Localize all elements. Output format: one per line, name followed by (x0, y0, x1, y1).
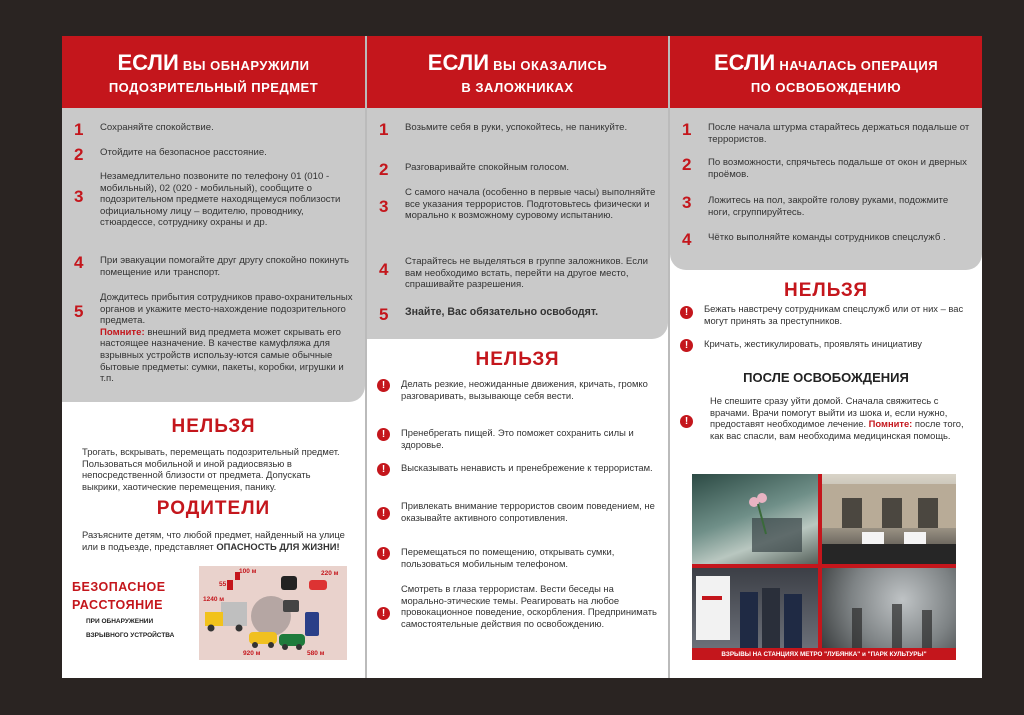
leaflet-sheet (62, 36, 982, 678)
after-release-note-label: Помните: (868, 418, 913, 430)
metro-photos (692, 474, 956, 660)
item-number: 4 (74, 253, 84, 272)
item-text: С самого начала (особенно в первые часы) выполняйте все указания террористов. Подготовьтесь физически и морально к возможному суровому испытанию. (405, 187, 656, 222)
photo-caption: ВЗРЫВЫ НА СТАНЦИЯХ МЕТРО "ЛУБЯНКА" и "ПАРК КУЛЬТУРЫ" (721, 651, 927, 658)
item-number: 1 (74, 120, 84, 139)
list-item (682, 122, 972, 145)
column-header (670, 36, 982, 108)
photo-metro-car (692, 474, 818, 564)
distance-label: 920 м (243, 650, 261, 657)
parents-text: Разъясните детям, что любой предмет, найденный на улице или в подъезде, представляет (82, 529, 345, 552)
item-number: 1 (379, 120, 389, 139)
parents-warning: ОПАСНОСТЬ ДЛЯ ЖИЗНИ! (216, 540, 340, 552)
exclamation-circle-icon: ! (377, 507, 390, 520)
header-line2: ПО ОСВОБОЖДЕНИЮ (750, 80, 902, 95)
note-label: Помните: (100, 326, 145, 338)
list-item (682, 230, 972, 249)
photo-smoke (822, 568, 956, 648)
item-text: Разговаривайте спокойным голосом. (405, 162, 570, 173)
distance-label: 1240 м (203, 596, 225, 603)
after-release-heading: ПОСЛЕ ОСВОБОЖДЕНИЯ (743, 370, 909, 385)
header-big: ЕСЛИ (713, 50, 776, 75)
warning-item: ! Привлекать внимание террористов своим поведением, не оказывайте активного сопротивления. (377, 500, 658, 523)
exclamation-circle-icon: ! (377, 379, 390, 392)
distance-label: 100 м (239, 568, 257, 575)
exclamation-circle-icon: ! (680, 339, 693, 352)
exclamation-circle-icon: ! (377, 463, 390, 476)
exclamation-circle-icon: ! (377, 607, 390, 620)
list-item (682, 157, 972, 180)
list-item (379, 256, 658, 291)
warning-item: ! Высказывать ненависть и пренебрежение к террористам. (377, 462, 658, 474)
list-item (379, 187, 658, 222)
item-number: 5 (74, 302, 84, 321)
after-release-item (680, 395, 972, 441)
item-text: Ложитесь на пол, закройте голову руками, подожмите ноги, сгруппируйтесь. (708, 195, 949, 218)
item-number: 3 (379, 197, 389, 216)
forbidden-text: Трогать, вскрывать, перемещать подозрительный предмет. Пользоваться мобильной и иной радиосвязью в непосредственной близости от предмета. Допускать выкрики, хаотические перемещения, панику. (82, 446, 340, 492)
item-number: 2 (682, 155, 692, 174)
warning-item: ! Пренебрегать пищей. Это поможет сохранить силы и здоровье. (377, 427, 658, 450)
list-item (379, 305, 658, 324)
list-item (74, 255, 355, 278)
exclamation-circle-icon: ! (680, 306, 693, 319)
item-text: Старайтесь не выделяться в группе заложников. Если вам необходимо встать, перейти на другое место, спрашивайте разрешения. (405, 256, 648, 291)
forbidden-heading: НЕЛЬЗЯ (475, 349, 560, 370)
header-line2: В ЗАЛОЖНИКАХ (461, 80, 574, 95)
note-text: внешний вид предмета может скрывать его настоящее назначение. В качестве камуфляжа для взрывных устройств использу-ются самые обычные бытовые предметы: сумки, пакеты, коробки, игрушки и т.п. (100, 326, 344, 385)
photo-station-entrance (822, 474, 956, 564)
header-line1: НАЧАЛАСЬ ОПЕРАЦИЯ (775, 58, 939, 73)
item-text: Дождитесь прибытия сотрудников право-охранительных органов и укажите место-нахождение подозрительного предмета. (100, 292, 353, 327)
instructions-panel (367, 108, 668, 339)
column-suspicious-object: ЕСЛИ ВЫ ОБНАРУЖИЛИ ПОДОЗРИТЕЛЬНЫЙ ПРЕДМЕТ 1 Сохраняйте спокойствие. 2 Отойдите на безопасное расстояние. 3 Незамедлительно позвоните по телефону 01 (010 - мобильный), 02 (020 - мобильный), сообщите о подозрительном предмете находящемуся поблизости официальному лицу – водителю, проводнику, стюардессе, сотруднику охраны и др. 4 При эвакуации помогайте друг другу спокойно покинуть помещение или транспорт. 5 Дождитесь прибытия сотрудников право-охранительных органов и укажите место-нахождение подозрительного предмета. Помните: внешний вид предмета может скрывать его настоящее назначение. В качестве камуфляжа для взрывных устройств использу-ются самые обычные бытовые предметы: сумки, пакеты, коробки, игрушки и т.п. НЕЛЬЗЯ Трогать, вскрывать, перемещать подозрительный предмет. Пользоваться мобильной и иной радиосвязью в непосредственной близости от предмета. Допускать выкрики, хаотические перемещения, панику. РОДИТЕЛИ Разъясните детям, что любой предмет, найденный на улице или в подъезде, представляет ОПАСНОСТЬ ДЛЯ ЖИЗНИ! БЕЗОПАСНОЕ РАССТОЯНИЕ ПРИ ОБНАРУЖЕНИИ ВЗРЫВНОГО УСТРОЙСТВА 100 м 55 м 220 м 1240 м 920 м 580 м (62, 36, 365, 678)
column-header (62, 36, 365, 108)
item-text: Знайте, Вас обязательно освободят. (405, 306, 599, 318)
warning-item: ! Перемещаться по помещению, открывать сумки, пользоваться мобильным телефоном. (377, 546, 658, 569)
photo-metro-car-image (692, 474, 818, 564)
forbidden-heading: НЕЛЬЗЯ (784, 280, 868, 301)
list-item (74, 292, 355, 385)
item-number: 5 (379, 305, 389, 324)
item-number: 2 (74, 145, 84, 164)
item-text: Сохраняйте спокойствие. (100, 122, 214, 133)
item-number: 4 (682, 230, 692, 249)
forbidden-heading: НЕЛЬЗЯ (171, 416, 256, 437)
item-text: По возможности, спрячьтесь подальше от окон и дверных проёмов. (708, 157, 967, 180)
header-big: ЕСЛИ (117, 50, 179, 75)
distance-label: 220 м (321, 570, 339, 577)
item-text: Отойдите на безопасное расстояние. (100, 147, 267, 158)
list-item (74, 145, 355, 164)
column-rescue-operation (670, 36, 982, 678)
header-line1: ВЫ ОКАЗАЛИСЬ (489, 58, 608, 73)
item-text: Возьмите себя в руки, успокойтесь, не паникуйте. (405, 122, 628, 133)
header-line2: ПОДОЗРИТЕЛЬНЫЙ ПРЕДМЕТ (108, 80, 319, 95)
parents-heading: РОДИТЕЛИ (156, 498, 271, 519)
warning-item: ! Бежать навстречу сотрудникам спецслужб или от них – вас могут принять за преступников. (680, 303, 972, 326)
item-number: 3 (682, 193, 692, 212)
exclamation-circle-icon: ! (377, 547, 390, 560)
distance-label: 55 м (219, 581, 233, 588)
item-text: При эвакуации помогайте друг другу спокойно покинуть помещение или транспорт. (100, 255, 349, 278)
column-hostages (367, 36, 668, 678)
photo-station-entrance-image (822, 474, 956, 564)
after-release-note: после того, как вас спасли, вам необходима медицинская помощь. (710, 418, 964, 441)
item-number: 2 (379, 160, 389, 179)
list-item (379, 160, 658, 179)
column-header (367, 36, 668, 108)
list-item (682, 195, 972, 218)
item-number: 1 (682, 120, 692, 139)
item-text: Незамедлительно позвоните по телефону 01 (010 - мобильный), 02 (020 - мобильный), сообщите о подозрительном предмете находящемуся поблизости официальному лицу – водителю, проводнику, стюардессе, сотруднику охраны и др. (100, 171, 341, 229)
item-text: После начала штурма старайтесь держаться подальше от террористов. (708, 122, 970, 145)
header-line1: ВЫ ОБНАРУЖИЛИ (178, 58, 310, 73)
warning-item: ! Кричать, жестикулировать, проявлять инициативу (680, 338, 972, 350)
item-number: 4 (379, 260, 389, 279)
safe-distance-illustration (199, 566, 347, 660)
item-text: Чётко выполняйте команды сотрудников спецслужб . (708, 232, 946, 243)
header-big: ЕСЛИ (427, 50, 490, 75)
exclamation-circle-icon: ! (680, 415, 693, 428)
photo-rescuers-image (692, 568, 818, 648)
item-number: 3 (74, 187, 84, 206)
list-item (379, 120, 658, 139)
photo-smoke-image (822, 568, 956, 648)
warning-item: ! Делать резкие, неожиданные движения, кричать, громко разговаривать, вызывающе себя вести. (377, 378, 658, 401)
list-item (74, 171, 355, 229)
distance-label: 580 м (307, 650, 325, 657)
list-item (74, 120, 355, 139)
exclamation-circle-icon: ! (377, 428, 390, 441)
after-release-text: Не спешите сразу уйти домой. Сначала свяжитесь с врачами. Врачи помогут выйти из шока и, если нужно, предоставят необходимое лечение. (710, 395, 948, 430)
warning-item: ! Смотреть в глаза террористам. Вести беседы на морально-этические темы. Реагировать на любое провокационное поведение, оскорбления. Предпринимать самостоятельные действия по освобождению. (377, 583, 658, 629)
photo-rescuers (692, 568, 818, 648)
